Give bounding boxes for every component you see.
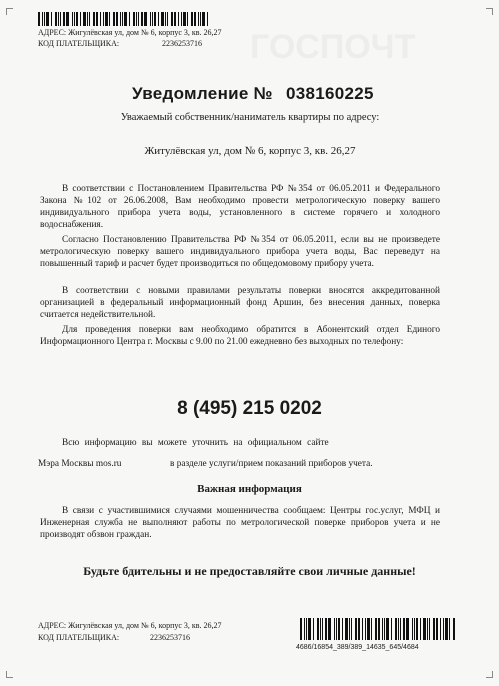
address-line: Житулёвская ул, дом № 6, корпус 3, кв. 26,27 (144, 145, 356, 157)
barcode-bar (93, 12, 95, 26)
barcode-bar (44, 12, 45, 26)
barcode-bar (198, 12, 199, 26)
barcode-bar (400, 618, 401, 640)
barcode-bar (183, 12, 186, 26)
footer-payer-code-label: КОД ПЛАТЕЛЬЩИКА: (38, 633, 120, 642)
paragraph-2: Согласно Постановлению Правительства РФ №354 от 06.05.2011, если вы не произведете метрологическую поверку вашего индивидуального прибора учета воды, Вас переведут на повышенный тариф и расчет будет производиться по общедомовому прибору учета. (40, 235, 440, 269)
barcode-bar (304, 618, 305, 640)
barcode-bar (406, 618, 409, 640)
header-address: АДРЕС: Жигулёвская ул, дом № 6, корпус 3, кв. 26,27 (38, 28, 222, 37)
footer-payer-code: 2236253716 (150, 633, 190, 642)
barcode-bar (89, 12, 90, 26)
paragraph-1: В соответствии с Постановлением Правительства РФ №354 от 06.05.2011 и Федерального Закона №102 от 26.06.2008, Вам необходимо провести метрологическую поверку вашего индивидуального прибора учета воды, установленного в системе горячего и холодного водоснабжения. (40, 184, 440, 230)
barcode-bar (200, 12, 201, 26)
barcode-bar (124, 12, 127, 26)
barcode-bar (365, 618, 366, 640)
barcode-bar (391, 618, 392, 640)
barcode-bar (141, 12, 143, 26)
barcode-bar (74, 12, 75, 26)
barcode-bar (116, 12, 118, 26)
barcode-bar (38, 12, 40, 26)
notice-title (132, 84, 374, 104)
barcode-bar (144, 12, 147, 26)
barcode-bar (165, 12, 166, 26)
barcode-bar (378, 618, 380, 640)
barcode-bar (96, 12, 98, 26)
barcode-bar (440, 618, 441, 640)
barcode-bar (167, 12, 168, 26)
barcode-bar (313, 618, 314, 640)
barcode-bar (445, 618, 448, 640)
barcode-bar (120, 12, 121, 26)
paragraph-3: В соответствии с новыми правилами результаты поверки вносятся аккредитованной организацией в федеральный информационный фонд Аршин, без внесения данных, поверка считается недействительной. (40, 286, 440, 320)
barcode-bar (150, 12, 151, 26)
barcode-bar (202, 12, 205, 26)
barcode-bar (122, 12, 123, 26)
footer-barcode (300, 618, 458, 640)
phone-number: 8 (495) 215 0202 (177, 398, 322, 419)
info-line-2: в разделе услуги/прием показаний приборов учета. (170, 459, 373, 469)
barcode-bar (322, 618, 323, 640)
barcode-bar (427, 618, 428, 640)
barcode-bar (105, 12, 108, 26)
barcode-bar (51, 12, 52, 26)
barcode-bar (42, 12, 43, 26)
notice-number: 038160225 (285, 84, 374, 103)
barcode-bar (375, 618, 377, 640)
important-heading: Важная информация (197, 483, 302, 495)
barcode-bar (433, 618, 435, 640)
barcode-bar (63, 12, 65, 26)
barcode-bar (338, 618, 340, 640)
barcode-bar (55, 12, 57, 26)
barcode-bar (83, 12, 86, 26)
important-text: В связи с участившимися случаями мошенничества сообщаем: Центры гос.услуг, МФЦ и Инженерная служба не выполняют работы по метрологической поверке приборов учета и не производят обзвон граждан. (40, 506, 440, 540)
barcode-bar (300, 618, 302, 640)
barcode-bar (429, 618, 430, 640)
barcode-bar (334, 618, 335, 640)
barcode-bar (382, 618, 383, 640)
barcode-bar (420, 618, 421, 640)
barcode-bar (207, 12, 208, 26)
barcode-bar (138, 12, 139, 26)
paragraph-4: Для проведения поверки вам необходимо обратится в Абонентский отдел Единого Информационного Центра г. Москвы с 9.00 по 21.00 ежедневно без выходных по телефону: (40, 325, 440, 347)
warning-text: Будьте бдительны и не предоставляйте свои личные данные! (83, 564, 416, 578)
barcode-bar (349, 618, 350, 640)
barcode-bar (306, 618, 307, 640)
barcode-bar (191, 12, 193, 26)
watermark: ГОСПОЧТ (250, 28, 416, 66)
barcode-bar (100, 12, 101, 26)
barcode-bar (187, 12, 188, 26)
barcode-bar (76, 12, 78, 26)
barcode-bar (320, 618, 321, 640)
barcode-bar (171, 12, 173, 26)
barcode-bar (60, 12, 61, 26)
barcode-bar (355, 618, 357, 640)
barcode-bar (328, 618, 331, 640)
barcode-bar (87, 12, 88, 26)
barcode-bar (403, 618, 405, 640)
barcode-bar (416, 618, 418, 640)
barcode-bar (342, 618, 343, 640)
barcode-bar (398, 618, 399, 640)
crop-mark (6, 671, 13, 678)
barcode-bar (129, 12, 130, 26)
barcode-bar (351, 618, 352, 640)
barcode-bar (181, 12, 182, 26)
barcode-bar (412, 618, 413, 640)
crop-mark (6, 8, 13, 15)
barcode-bar (449, 618, 450, 640)
barcode-bar (317, 618, 319, 640)
barcode-bar (80, 12, 81, 26)
header-barcode (38, 12, 214, 26)
barcode-bar (423, 618, 426, 640)
barcode-bar (384, 618, 385, 640)
barcode-bar (436, 618, 438, 640)
barcode-bar (367, 618, 370, 640)
barcode-bar (325, 618, 327, 640)
barcode-bar (66, 12, 69, 26)
barcode-bar (58, 12, 59, 26)
barcode-bar (358, 618, 360, 640)
barcode-bar (72, 12, 73, 26)
barcode-bar (136, 12, 137, 26)
barcode-bar (113, 12, 115, 26)
barcode-bar (154, 12, 156, 26)
barcode-bar (453, 618, 455, 640)
barcode-bar (103, 12, 104, 26)
barcode-bar (443, 618, 444, 640)
info-line-1: Всю информацию вы можете уточнить на официальном сайте (62, 438, 329, 448)
barcode-bar (336, 618, 337, 640)
info-site: Мэра Москвы mos.ru (38, 459, 122, 469)
barcode-bar (308, 618, 311, 640)
barcode-bar (158, 12, 159, 26)
barcode-bar (133, 12, 135, 26)
barcode-bar (178, 12, 179, 26)
barcode-bar (152, 12, 153, 26)
barcode-bar (395, 618, 397, 640)
crop-mark (486, 671, 493, 678)
barcode-bar (386, 618, 389, 640)
footer-address: АДРЕС: Жигулёвская ул, дом № 6, корпус 3, кв. 26,27 (38, 621, 222, 630)
barcode-bar (362, 618, 363, 640)
barcode-bar (414, 618, 415, 640)
notice-title-label: Уведомление № (132, 84, 273, 103)
crop-mark (486, 8, 493, 15)
barcode-bar (46, 12, 49, 26)
barcode-bar (371, 618, 372, 640)
barcode-bar (174, 12, 176, 26)
barcode-bar (345, 618, 348, 640)
header-payer-code-label: КОД ПЛАТЕЛЬЩИКА: (38, 39, 120, 48)
barcode-bar (161, 12, 164, 26)
greeting: Уважаемый собственник/наниматель квартиры по адресу: (120, 112, 380, 123)
barcode-bar (109, 12, 110, 26)
barcode-number: 4686/16854_389/389_14635_645/4684 (296, 644, 419, 651)
header-payer-code: 2236253716 (162, 39, 202, 48)
barcode-bar (194, 12, 196, 26)
